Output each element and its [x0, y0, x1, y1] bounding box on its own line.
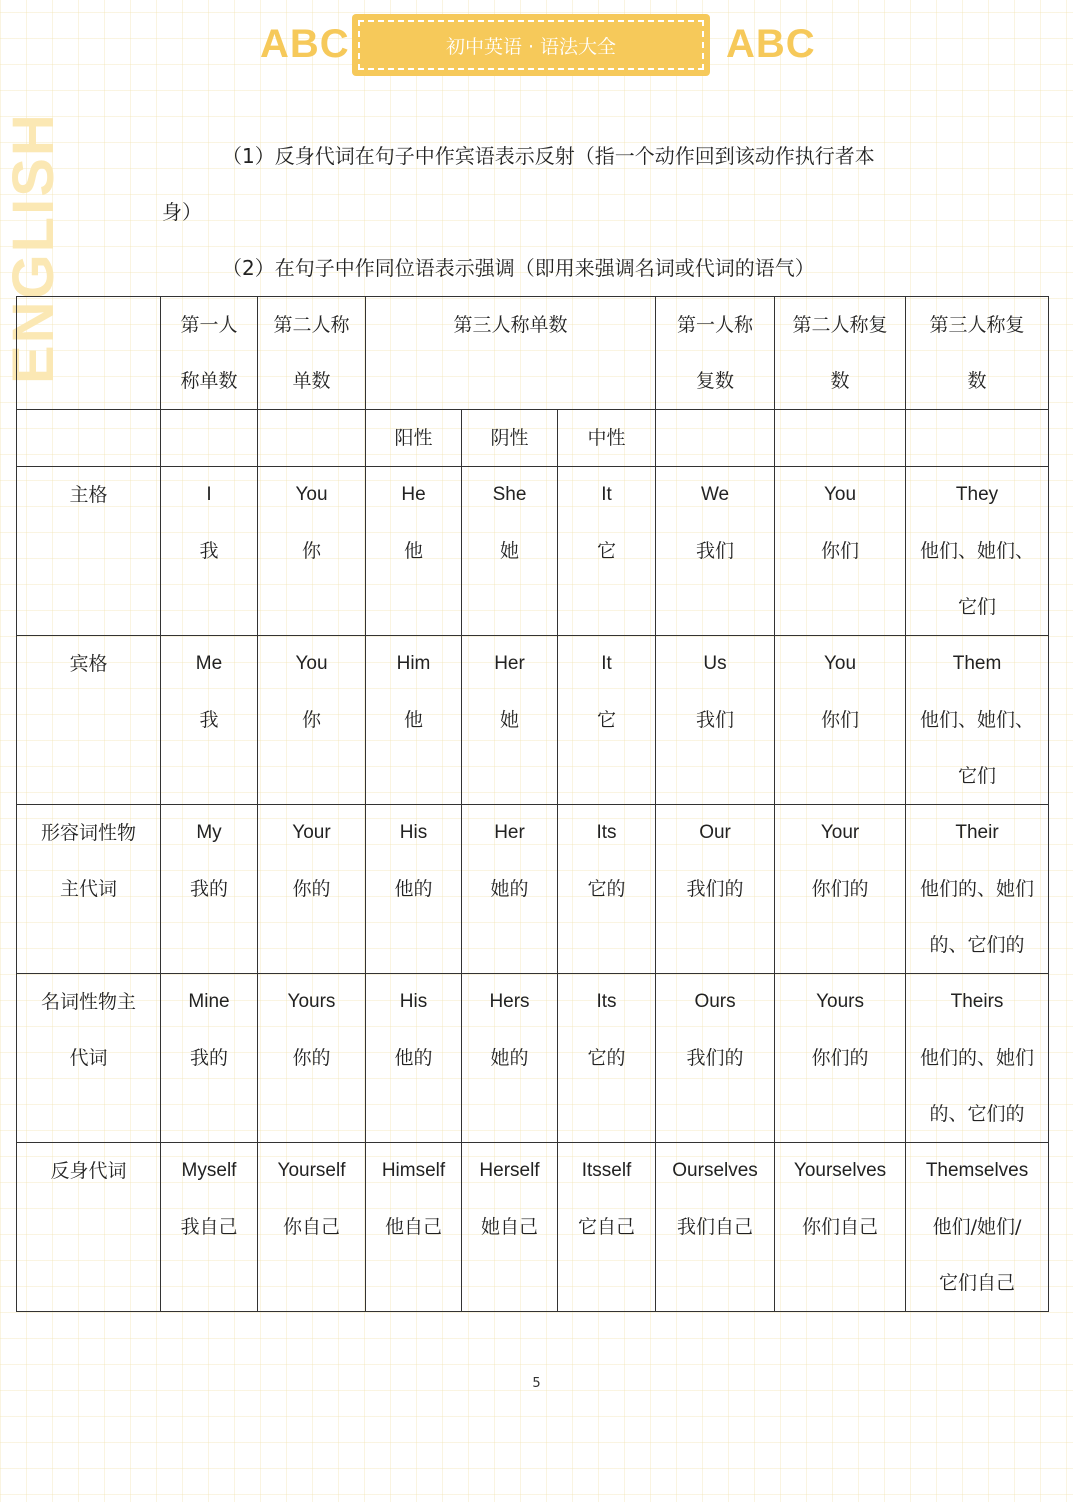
table-cell: Yourself 你自己 [258, 1143, 366, 1312]
table-cell: Yours 你的 [258, 974, 366, 1143]
table-row [17, 1143, 1049, 1312]
table-cell: Myself 我自己 [161, 1143, 258, 1312]
page-number: 5 [532, 1376, 541, 1391]
table-cell: Yourselves 你们自己 [775, 1143, 906, 1312]
table-cell: It 它 [558, 636, 656, 805]
abc-logo-left: ABC [260, 22, 350, 66]
paragraph-1: （1）反身代词在句子中作宾语表示反射（指一个动作回到该动作执行者本 [222, 144, 875, 168]
table-cell: You 你们 [775, 467, 906, 636]
table-cell: Him 他 [366, 636, 462, 805]
table-cell: Her 她 [462, 636, 558, 805]
table-body [17, 467, 1049, 1312]
table-cell: I 我 [161, 467, 258, 636]
row-label: 名词性物主 代词 [17, 974, 161, 1143]
table-cell: You 你 [258, 636, 366, 805]
table-row [17, 467, 1049, 636]
header-third-plural: 第三人称复 数 [906, 297, 1049, 410]
table-cell: Mine 我的 [161, 974, 258, 1143]
pronoun-table [16, 296, 1049, 1312]
table-cell: His 他的 [366, 805, 462, 974]
table-cell: Themselves 他们/她们/ 它们自己 [906, 1143, 1049, 1312]
table-cell: Itsself 它自己 [558, 1143, 656, 1312]
header-first-singular: 第一人 称单数 [161, 297, 258, 410]
table-cell: Our 我们的 [656, 805, 775, 974]
table-cell: It 它 [558, 467, 656, 636]
paragraph-2: （2）在句子中作同位语表示强调（即用来强调名词或代词的语气） [222, 256, 815, 280]
table-cell: Herself 她自己 [462, 1143, 558, 1312]
gender-masculine: 阳性 [366, 410, 462, 467]
table-cell: Yours 你们的 [775, 974, 906, 1143]
gender-row [17, 410, 1049, 467]
table-row [17, 974, 1049, 1143]
table-cell: You 你们 [775, 636, 906, 805]
gender-feminine: 阴性 [462, 410, 558, 467]
header-third-singular: 第三人称单数 [366, 297, 656, 410]
table-row [17, 636, 1049, 805]
row-label: 宾格 [17, 636, 161, 805]
row-label: 反身代词 [17, 1143, 161, 1312]
table-cell: My 我的 [161, 805, 258, 974]
table-cell: Himself 他自己 [366, 1143, 462, 1312]
header-corner-cell [17, 297, 161, 410]
table-cell: Their 他们的、她们 的、它们的 [906, 805, 1049, 974]
row-label: 形容词性物 主代词 [17, 805, 161, 974]
table-cell: They 他们、她们、 它们 [906, 467, 1049, 636]
table-cell: Theirs 他们的、她们 的、它们的 [906, 974, 1049, 1143]
table-cell: Its 它的 [558, 974, 656, 1143]
header-row [17, 297, 1049, 410]
row-label: 主格 [17, 467, 161, 636]
header-first-plural: 第一人称 复数 [656, 297, 775, 410]
table-cell: She 她 [462, 467, 558, 636]
table-cell: You 你 [258, 467, 366, 636]
table-cell: Me 我 [161, 636, 258, 805]
paragraph-1-continued: 身） [162, 200, 202, 224]
header-title: 初中英语 · 语法大全 [358, 20, 704, 70]
table-cell: We 我们 [656, 467, 775, 636]
header-second-plural: 第二人称复 数 [775, 297, 906, 410]
table-cell: Ours 我们的 [656, 974, 775, 1143]
table-cell: Ourselves 我们自己 [656, 1143, 775, 1312]
header-second-singular: 第二人称 单数 [258, 297, 366, 410]
abc-logo-right: ABC [726, 22, 816, 66]
table-cell: Her 她的 [462, 805, 558, 974]
table-cell: Its 它的 [558, 805, 656, 974]
header-banner [352, 14, 710, 76]
gender-neuter: 中性 [558, 410, 656, 467]
table-cell: He 他 [366, 467, 462, 636]
table-cell: Them 他们、她们、 它们 [906, 636, 1049, 805]
table-cell: Hers 她的 [462, 974, 558, 1143]
table-cell: Your 你们的 [775, 805, 906, 974]
table-cell: Us 我们 [656, 636, 775, 805]
side-watermark-label: ENGLISH [1, 112, 66, 384]
table-row [17, 805, 1049, 974]
table-cell: His 他的 [366, 974, 462, 1143]
table-cell: Your 你的 [258, 805, 366, 974]
